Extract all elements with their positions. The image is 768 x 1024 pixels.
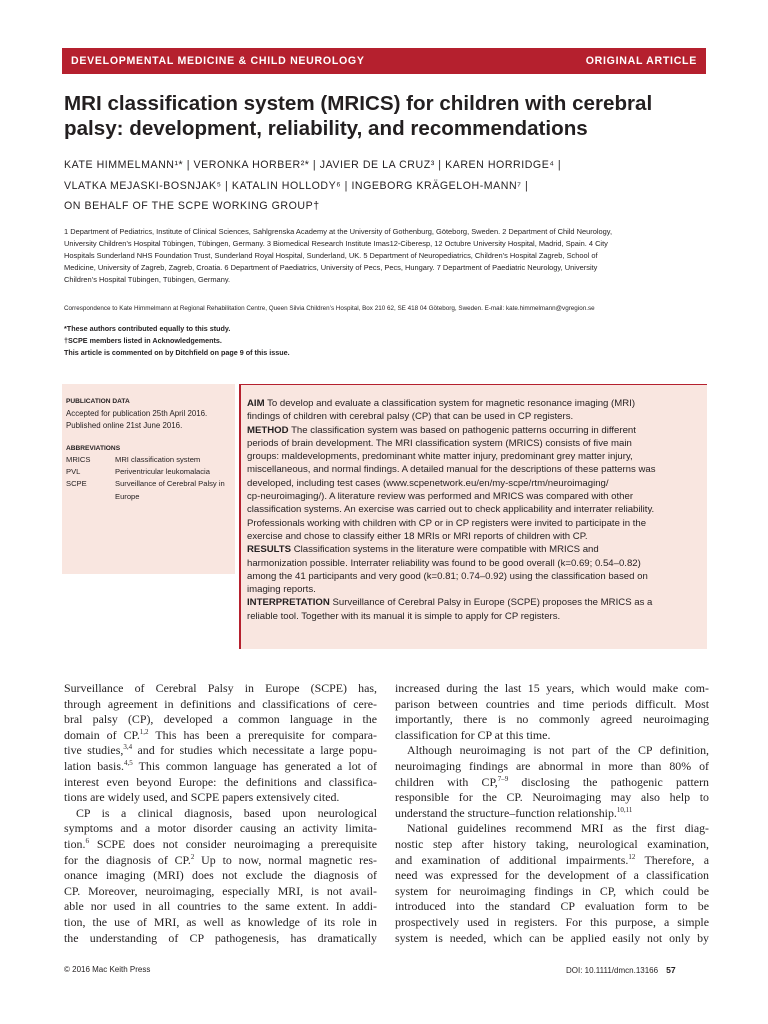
body-line: classification for CP at this time. <box>395 727 551 742</box>
abstract-line: reliable tool. Together with its manual it is simple to apply for CP registers. <box>247 610 561 622</box>
citation: 7–9 <box>497 774 509 783</box>
body-text: domain of CP. <box>64 727 140 742</box>
abstract-line: exercise and chose to classify either 18 MRIs or MRI reports of children with CP. <box>247 530 588 542</box>
body-line: system is needed, which can be applied easily not only by <box>395 930 709 945</box>
journal-name: DEVELOPMENTAL MEDICINE & CHILD NEUROLOGY <box>71 55 365 67</box>
body-text: for the diagnosis of CP. <box>64 852 191 867</box>
article-type: ORIGINAL ARTICLE <box>585 55 697 67</box>
body-text: This common language has generated a lot of <box>132 758 377 773</box>
method-label: METHOD <box>247 424 289 436</box>
body-line: prospectively used in registers. For this purpose, a simple <box>395 914 709 929</box>
body-line: increased during the last 15 years, which would make com- <box>395 681 709 695</box>
body-text: Up to now, normal magnetic res- <box>194 852 377 867</box>
author-notes <box>64 323 290 359</box>
body-line: tion, the use of MRI, as well as knowledge of its role in <box>64 914 377 929</box>
abstract-line: periods of brain development. The MRI classification system (MRICS) consists of five main <box>247 437 632 449</box>
publication-accepted: Accepted for publication 25th April 2016. <box>66 409 208 418</box>
interpretation-label: INTERPRETATION <box>247 597 330 609</box>
body-line <box>64 743 377 759</box>
body-line: CP. Moreover, neuroimaging, especially MRI, is not avail- <box>64 883 377 898</box>
body-line <box>395 853 709 869</box>
abstract-line: classification systems. An exercise was carried out to check applicability and interrater reliability. <box>247 504 655 516</box>
body-line <box>64 853 377 869</box>
citation: 10,11 <box>616 805 633 814</box>
body-line: interest even beyond Europe: the definitions and classifica- <box>64 774 377 789</box>
abstract-line: imaging reports. <box>247 584 316 596</box>
abstract-line <box>247 424 703 437</box>
body-text: disclosing the pathogenic pattern <box>508 774 709 789</box>
citation: 12 <box>628 852 636 861</box>
abbreviation-definition: Surveillance of Cerebral Palsy in Europe <box>115 479 225 501</box>
note-line: †SCPE members listed in Acknowledgements. <box>64 336 222 345</box>
body-line <box>64 759 377 775</box>
body-line: parison between countries and time periods difficult. Most <box>395 696 709 711</box>
abstract-line: harmonization possible. Interrater reliability was found to be good overall (k=0.69; 0.54–0.82) <box>247 557 641 569</box>
abstract-line <box>247 543 703 556</box>
body-text: tive studies, <box>64 743 124 758</box>
citation: 4,5 <box>123 759 133 767</box>
abstract-line <box>247 397 703 410</box>
affiliation-line: 1 Department of Pediatrics, Institute of Clinical Sciences, Sahlgrenska Academy at the University of Gothenburg, Göteborg, Sweden. 2 Department of Child Neurology, <box>64 227 613 236</box>
body-line <box>64 728 377 744</box>
author-line: KATE HIMMELMANN¹* | VERONKA HORBER²* | JAVIER DE LA CRUZ³ | KAREN HORRIDGE⁴ | <box>64 159 562 171</box>
article-title <box>64 91 704 141</box>
body-line: responsible for the CP. Neuroimaging may also help to <box>395 790 709 805</box>
abstract-text <box>247 397 703 623</box>
citation: 3,4 <box>123 743 133 752</box>
abbreviation-row <box>66 454 235 466</box>
abbreviation: PVL <box>66 467 81 477</box>
abbreviation-row <box>66 466 235 478</box>
abstract-box <box>239 384 707 649</box>
copyright: © 2016 Mac Keith Press <box>64 965 151 974</box>
body-text: understand the structure–function relationship. <box>395 805 617 820</box>
doi: DOI: 10.1111/dmcn.13166 <box>566 966 659 975</box>
body-text: tion. <box>64 836 86 851</box>
abbreviation: SCPE <box>66 479 87 489</box>
results-label: RESULTS <box>247 544 292 556</box>
abstract-line: developed, including test cases (www.scpenetwork.eu/en/my-scpe/rtm/neuroimaging/ <box>247 477 609 489</box>
body-line: bral palsy (CP), developed a common language in the <box>64 712 377 727</box>
interpretation-text: Surveillance of Cerebral Palsy in Europe (SCPE) proposes the MRICS as a <box>329 597 653 609</box>
journal-header-bar <box>62 48 706 74</box>
page-number: 57 <box>666 965 676 975</box>
abstract-line: findings of children with cerebral palsy (CP) that can be used in CP registers. <box>247 411 574 423</box>
body-text: This has been a prerequisite for compara- <box>148 727 377 742</box>
affiliation-line: Children’s Hospital Tübingen, Tübingen, Germany. <box>64 275 231 285</box>
citation: 2 <box>190 852 195 861</box>
method-text: The classification system was based on pathogenic patterns occurring in different <box>288 424 636 436</box>
body-line: CP is a clinical diagnosis, based upon neurological <box>76 805 377 820</box>
author-line: ON BEHALF OF THE SCPE WORKING GROUP† <box>64 200 320 212</box>
body-line: able nor used in all countries to the same extent. In addi- <box>64 899 377 914</box>
aim-label: AIM <box>247 398 265 409</box>
publication-data-heading: PUBLICATION DATA <box>66 398 130 405</box>
note-line: This article is commented on by Ditchfield on page 9 of this issue. <box>64 348 290 357</box>
citation: 6 <box>85 836 89 845</box>
author-line: VLATKA MEJASKI-BOSNJAK⁵ | KATALIN HOLLODY⁶ | INGEBORG KRÄGELOH-MANN⁷ | <box>64 179 529 192</box>
affiliations <box>64 226 704 286</box>
body-line: symptoms and a motor disorder causing an activity limita- <box>64 821 377 836</box>
publication-online: Published online 21st June 2016. <box>66 421 183 430</box>
body-line: system for neuroimaging findings in CP, which could be <box>395 883 709 898</box>
body-text: SCPE does not consider neuroimaging a prerequisite <box>88 836 377 851</box>
title-line: palsy: development, reliability, and recommendations <box>64 117 588 140</box>
title-line: MRI classification system (MRICS) for children with cerebral <box>64 92 653 115</box>
body-line <box>64 837 377 853</box>
publication-data-box <box>62 384 235 574</box>
body-line: importantly, there is no commonly agreed neuroimaging <box>395 712 709 727</box>
body-text: Therefore, a <box>635 852 709 867</box>
abstract-line: Professionals working with children with CP or in CP registers were invited to participate in the <box>247 517 647 529</box>
abbreviation-definition: MRI classification system <box>115 455 201 464</box>
body-text: and examination of additional impairments. <box>395 852 629 867</box>
abstract-line <box>247 596 703 609</box>
abbreviation: MRICS <box>66 455 91 464</box>
footer-doi-page <box>566 965 676 975</box>
abstract-line: cp-neuroimaging/). A literature review was performed and MRICS was compared with other <box>247 491 634 503</box>
body-line: through agreement in definitions and classifications of cere- <box>64 696 377 711</box>
body-text: children with CP, <box>395 774 498 789</box>
abstract-accent-rule <box>239 385 241 649</box>
note-line: *These authors contributed equally to this study. <box>64 324 231 333</box>
aim-text: To develop and evaluate a classification system for magnetic resonance imaging (MRI) <box>264 398 636 409</box>
abbreviation-definition: Periventricular leukomalacia <box>115 467 210 477</box>
body-column-right <box>395 681 709 946</box>
body-text: and for studies which necessitate a large popu- <box>132 743 377 758</box>
body-line: need was expressed for the development of a classification <box>395 868 709 883</box>
abbreviation-row <box>66 478 235 502</box>
results-text: Classification systems in the literature were compatible with MRICS and <box>291 544 599 556</box>
affiliation-line: Medicine, University of Zagreb, Zagreb, Croatia. 6 Department of Paediatrics, University of Pecs, Pecs, Hungary. 7 Department of Paediatric Neurology, University <box>64 263 598 273</box>
citation: 1,2 <box>139 727 149 736</box>
body-line: onance imaging (MRI) does not exclude the diagnosis of <box>64 868 377 883</box>
abbreviations-heading: ABBREVIATIONS <box>66 445 121 452</box>
body-line: introduced into the standard CP evaluation form to be <box>395 899 709 914</box>
body-text: lation basis. <box>64 758 124 773</box>
body-line: tions are widely used, and SCPE papers extensively cited. <box>64 790 340 805</box>
body-line: National guidelines recommend MRI as the first diag- <box>407 821 709 836</box>
affiliation-line: University Children’s Hospital Tübingen, Tübingen, Germany. 3 Biomedical Research Institute Imas12-Ciberesp, 12 Octubre University Hospital, Madrid, Spain. 4 City <box>64 239 608 249</box>
correspondence: Correspondence to Kate Himmelmann at Regional Rehabilitation Centre, Queen Silvia Children’s Hospital, Box 210 62, SE 418 04 Göteborg, Sweden. E-mail: kate.himmelmann@vgregion.se <box>64 305 595 312</box>
abstract-line: among the 41 participants and very good (k=0.81; 0.74–0.92) using the classification based on <box>247 570 648 582</box>
body-line <box>395 806 709 822</box>
abstract-line: groups: maldevelopments, predominant white matter injury, predominant grey matter injury, <box>247 451 633 463</box>
body-line: Surveillance of Cerebral Palsy in Europe (SCPE) has, <box>64 681 377 695</box>
body-line <box>395 775 709 791</box>
body-line: nostic step after history taking, neurological examination, <box>395 836 709 851</box>
affiliation-line: Hospitals Sunderland NHS Foundation Trust, Sunderland Royal Hospital, Sunderland, UK. 5 Department of Neuropediatrics, Children’s Hospital Zagreb, School of <box>64 251 598 261</box>
body-line: the understanding of CP pathogenesis, has dramatically <box>64 930 377 945</box>
body-line: Although neuroimaging is not part of the CP definition, <box>407 743 709 758</box>
abstract-line: miscellaneous, and normal findings. A detailed manual for the descriptions of these patterns was <box>247 464 656 476</box>
author-list <box>64 155 704 217</box>
body-line: neuroimaging findings are abnormal in more than 80% of <box>395 758 709 773</box>
body-column-left <box>64 681 377 946</box>
